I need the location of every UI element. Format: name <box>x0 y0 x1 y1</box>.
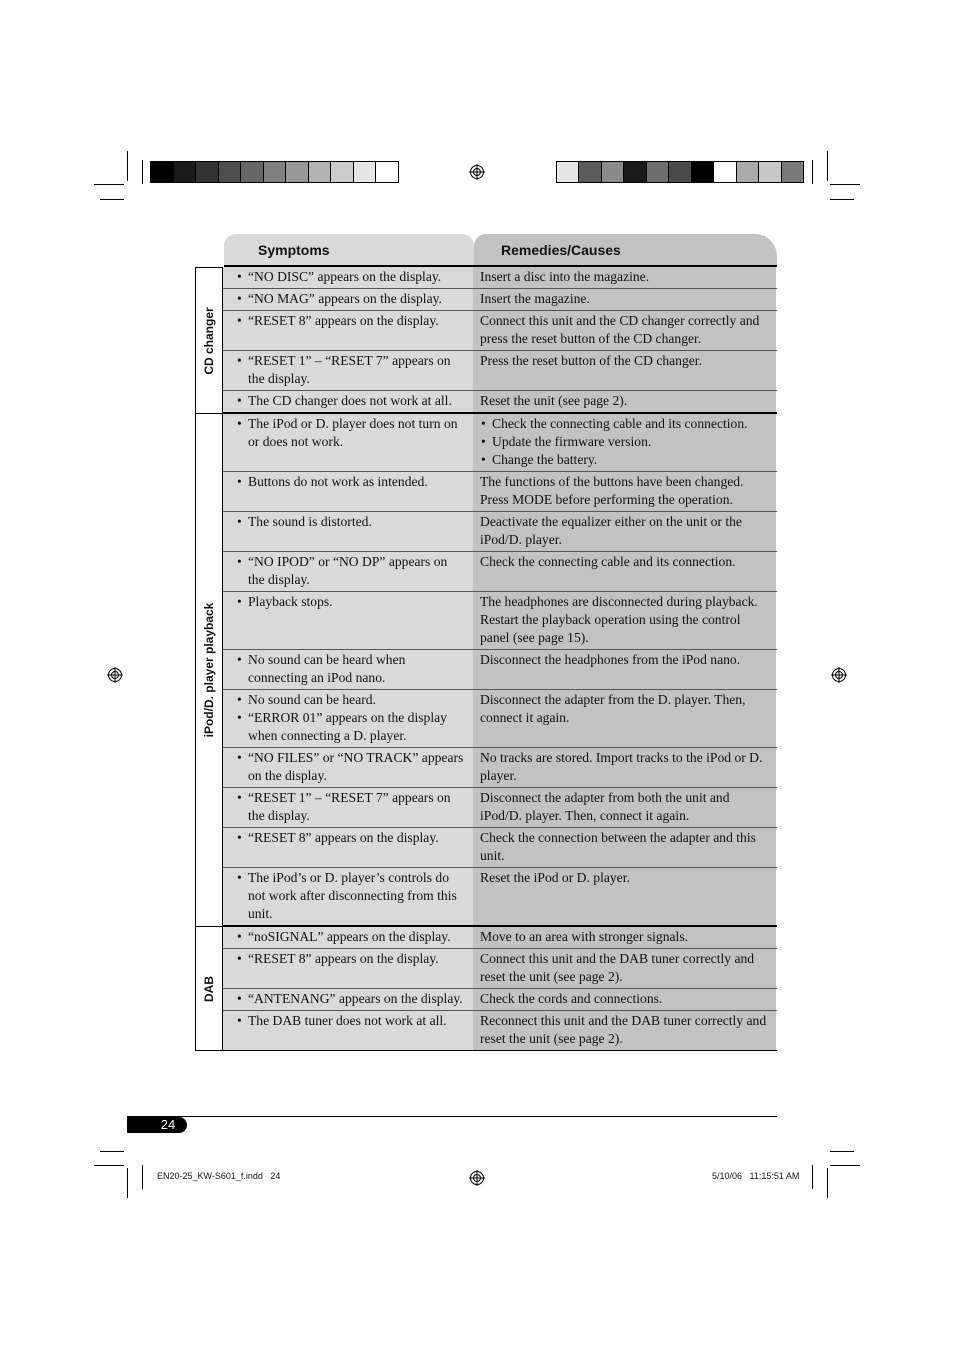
symptom-text: “RESET 1” – “RESET 7” appears on the display. <box>248 790 451 823</box>
color-swatch <box>264 162 287 182</box>
group-rows <box>223 414 777 927</box>
symptom-cell <box>223 592 473 649</box>
color-swatch <box>219 162 242 182</box>
bullet-icon: • <box>481 434 486 449</box>
symptom-item <box>233 990 467 1008</box>
group-label-cell <box>195 927 223 1051</box>
remedy-cell <box>473 552 776 591</box>
remedy-item <box>480 451 772 469</box>
symptom-text: The sound is distorted. <box>248 514 372 529</box>
symptom-cell <box>223 472 473 511</box>
troubleshooting-group <box>195 414 777 927</box>
bullet-icon: • <box>237 750 242 765</box>
symptom-cell <box>223 748 473 787</box>
color-swatch <box>174 162 197 182</box>
remedies-header <box>474 234 777 266</box>
color-swatch <box>782 162 803 182</box>
slug-file-info: EN20-25_KW-S601_f.indd 24 <box>157 1171 281 1181</box>
crop-mark <box>94 184 124 185</box>
remedy-text: Check the connecting cable and its connection. <box>480 554 736 569</box>
symptom-item <box>233 268 467 286</box>
color-swatch <box>759 162 781 182</box>
symptom-item <box>233 789 467 825</box>
bullet-icon: • <box>237 692 242 707</box>
remedy-text: The functions of the buttons have been changed. Press MODE before performing the operation. <box>480 474 744 507</box>
table-row <box>223 788 777 828</box>
table-row <box>223 552 777 592</box>
symptom-item <box>233 1012 467 1030</box>
remedies-header-label: Remedies/Causes <box>501 242 621 258</box>
symptom-cell <box>223 289 473 310</box>
remedy-cell <box>473 414 776 471</box>
remedy-text: Disconnect the headphones from the iPod nano. <box>480 652 741 667</box>
remedy-text: Connect this unit and the DAB tuner correctly and reset the unit (see page 2). <box>480 951 755 984</box>
crop-mark <box>100 1151 124 1152</box>
bullet-icon: • <box>237 830 242 845</box>
symptom-item <box>233 290 467 308</box>
symptom-item <box>233 651 467 687</box>
bullet-icon: • <box>237 870 242 885</box>
remedy-text: Connect this unit and the CD changer correctly and press the reset button of the CD changer. <box>480 313 760 346</box>
color-swatch <box>151 162 174 182</box>
symptom-cell <box>223 927 473 948</box>
symptom-cell <box>223 828 473 867</box>
symptom-item <box>233 950 467 968</box>
color-swatch <box>354 162 377 182</box>
bullet-icon: • <box>237 269 242 284</box>
bullet-icon: • <box>237 594 242 609</box>
symptom-cell <box>223 989 473 1010</box>
remedy-text: Check the cords and connections. <box>480 991 663 1006</box>
remedy-cell <box>473 592 776 649</box>
symptom-item <box>233 312 467 330</box>
crop-mark <box>830 199 854 200</box>
registration-mark-icon <box>469 164 485 180</box>
remedy-text: Reset the iPod or D. player. <box>480 870 630 885</box>
color-swatch <box>557 162 579 182</box>
color-swatch <box>579 162 601 182</box>
crop-mark <box>142 1165 143 1189</box>
troubleshooting-table <box>195 267 777 1051</box>
symptom-text: “NO MAG” appears on the display. <box>248 291 442 306</box>
remedy-cell <box>473 690 776 747</box>
bullet-icon: • <box>237 291 242 306</box>
symptom-text: Buttons do not work as intended. <box>248 474 428 489</box>
symptoms-header-label: Symptoms <box>258 242 330 258</box>
symptom-text: “NO IPOD” or “NO DP” appears on the display. <box>248 554 448 587</box>
bullet-icon: • <box>237 353 242 368</box>
remedy-cell <box>473 391 776 412</box>
symptom-item <box>233 415 467 451</box>
table-row <box>223 351 777 391</box>
bullet-icon: • <box>237 652 242 667</box>
color-swatch <box>737 162 759 182</box>
crop-mark <box>127 151 128 181</box>
symptom-text: The iPod’s or D. player’s controls do not work after disconnecting from this unit. <box>248 870 457 921</box>
color-swatch <box>241 162 264 182</box>
table-row <box>223 267 777 289</box>
bullet-icon: • <box>481 452 486 467</box>
remedy-text: Reset the unit (see page 2). <box>480 393 628 408</box>
remedy-cell <box>473 267 776 288</box>
bullet-icon: • <box>237 790 242 805</box>
color-swatch <box>309 162 332 182</box>
symptom-item <box>233 691 467 709</box>
bullet-icon: • <box>237 951 242 966</box>
remedy-cell <box>473 748 776 787</box>
remedy-text: Press the reset button of the CD changer. <box>480 353 702 368</box>
symptom-cell <box>223 650 473 689</box>
remedy-cell <box>473 311 776 350</box>
troubleshooting-group <box>195 927 777 1051</box>
bullet-icon: • <box>237 929 242 944</box>
symptom-text: No sound can be heard. <box>248 692 376 707</box>
crop-mark <box>827 151 828 181</box>
remedy-text: Reconnect this unit and the DAB tuner correctly and reset the unit (see page 2). <box>480 1013 767 1046</box>
crop-mark <box>827 1168 828 1198</box>
table-row <box>223 748 777 788</box>
symptom-item <box>233 513 467 531</box>
symptom-text: The iPod or D. player does not turn on or does not work. <box>248 416 458 449</box>
remedy-text: Check the connection between the adapter and this unit. <box>480 830 756 863</box>
remedy-cell <box>473 289 776 310</box>
group-rows <box>223 927 777 1051</box>
color-swatch <box>286 162 309 182</box>
table-row <box>223 512 777 552</box>
symptom-cell <box>223 1011 473 1050</box>
remedy-text: Update the firmware version. <box>492 434 652 449</box>
bullet-icon: • <box>237 514 242 529</box>
color-swatch <box>376 162 398 182</box>
remedy-text: Deactivate the equalizer either on the unit or the iPod/D. player. <box>480 514 742 547</box>
bullet-icon: • <box>237 313 242 328</box>
symptom-item <box>233 928 467 946</box>
table-row <box>223 650 777 690</box>
crop-mark <box>812 1165 813 1189</box>
remedy-text: Insert a disc into the magazine. <box>480 269 650 284</box>
bullet-icon: • <box>237 991 242 1006</box>
color-swatch <box>602 162 624 182</box>
remedy-text: Insert the magazine. <box>480 291 590 306</box>
symptom-cell <box>223 351 473 390</box>
remedy-cell <box>473 868 776 925</box>
group-label: iPod/D. player playback <box>202 602 216 738</box>
bullet-icon: • <box>237 710 242 725</box>
symptom-item <box>233 749 467 785</box>
remedy-cell <box>473 1011 776 1050</box>
symptom-cell <box>223 414 473 471</box>
symptom-text: “ANTENANG” appears on the display. <box>248 991 463 1006</box>
symptom-text: “RESET 1” – “RESET 7” appears on the display. <box>248 353 451 386</box>
symptom-cell <box>223 267 473 288</box>
crop-mark <box>830 1151 854 1152</box>
page-number: 24 <box>127 1117 187 1133</box>
symptom-item <box>233 869 467 923</box>
color-calibration-bar-left <box>150 161 399 183</box>
color-swatch <box>331 162 354 182</box>
symptom-cell <box>223 512 473 551</box>
registration-mark-icon <box>107 667 123 683</box>
remedy-cell <box>473 788 776 827</box>
group-rows <box>223 267 777 414</box>
symptom-text: “ERROR 01” appears on the display when connecting a D. player. <box>248 710 447 743</box>
symptom-text: “RESET 8” appears on the display. <box>248 830 439 845</box>
remedy-cell <box>473 650 776 689</box>
remedy-text: Disconnect the adapter from the D. player. Then, connect it again. <box>480 692 746 725</box>
remedy-text: Disconnect the adapter from both the unit and iPod/D. player. Then, connect it again. <box>480 790 730 823</box>
crop-mark <box>142 160 143 184</box>
remedy-cell <box>473 927 776 948</box>
bullet-icon: • <box>237 416 242 431</box>
symptom-cell <box>223 391 473 412</box>
slug-date-info: 5/10/06 11:15:51 AM <box>712 1171 800 1181</box>
table-row <box>223 1011 777 1051</box>
color-swatch <box>714 162 736 182</box>
color-swatch <box>196 162 219 182</box>
remedy-cell <box>473 989 776 1010</box>
remedy-text: No tracks are stored. Import tracks to the iPod or D. player. <box>480 750 763 783</box>
table-row <box>223 592 777 650</box>
bullet-icon: • <box>237 393 242 408</box>
symptom-item <box>233 473 467 491</box>
color-calibration-bar-right <box>556 161 804 183</box>
group-label-cell <box>195 414 223 927</box>
symptom-text: “NO DISC” appears on the display. <box>248 269 442 284</box>
symptom-cell <box>223 311 473 350</box>
crop-mark <box>812 160 813 184</box>
symptom-item <box>233 553 467 589</box>
remedy-cell <box>473 351 776 390</box>
color-swatch <box>692 162 714 182</box>
symptom-item <box>233 829 467 847</box>
troubleshooting-group <box>195 267 777 414</box>
symptom-cell <box>223 788 473 827</box>
remedy-item <box>480 415 772 433</box>
group-label: CD changer <box>202 306 216 375</box>
footer-rule <box>127 1116 777 1117</box>
color-swatch <box>669 162 691 182</box>
table-row <box>223 949 777 989</box>
symptom-item <box>233 352 467 388</box>
registration-mark-icon <box>469 1170 485 1186</box>
symptom-text: “NO FILES” or “NO TRACK” appears on the display. <box>248 750 464 783</box>
remedy-text: Check the connecting cable and its connection. <box>492 416 748 431</box>
crop-mark <box>830 1165 860 1166</box>
remedy-cell <box>473 949 776 988</box>
table-row <box>223 414 777 472</box>
symptoms-header <box>224 234 474 266</box>
symptom-item <box>233 593 467 611</box>
symptom-cell <box>223 949 473 988</box>
bullet-icon: • <box>481 416 486 431</box>
crop-mark <box>127 1168 128 1198</box>
bullet-icon: • <box>237 1013 242 1028</box>
table-row <box>223 391 777 414</box>
symptom-cell <box>223 552 473 591</box>
group-label: DAB <box>202 975 216 1002</box>
color-swatch <box>647 162 669 182</box>
remedy-text: The headphones are disconnected during playback. Restart the playback operation using the control panel (see page 15). <box>480 594 758 645</box>
crop-mark <box>94 1165 124 1166</box>
symptom-item <box>233 709 467 745</box>
table-row <box>223 927 777 949</box>
registration-mark-icon <box>831 667 847 683</box>
symptom-text: No sound can be heard when connecting an iPod nano. <box>248 652 406 685</box>
table-row <box>223 289 777 311</box>
crop-mark <box>100 199 124 200</box>
table-row <box>223 828 777 868</box>
symptom-text: “RESET 8” appears on the display. <box>248 313 439 328</box>
symptom-cell <box>223 868 473 925</box>
remedy-cell <box>473 828 776 867</box>
table-row <box>223 690 777 748</box>
symptom-item <box>233 392 467 410</box>
table-row <box>223 311 777 351</box>
bullet-icon: • <box>237 474 242 489</box>
symptom-cell <box>223 690 473 747</box>
remedy-cell <box>473 472 776 511</box>
table-row <box>223 868 777 927</box>
remedy-text: Change the battery. <box>492 452 598 467</box>
symptom-text: The DAB tuner does not work at all. <box>248 1013 447 1028</box>
remedy-cell <box>473 512 776 551</box>
symptom-text: “RESET 8” appears on the display. <box>248 951 439 966</box>
bullet-icon: • <box>237 554 242 569</box>
group-label-cell <box>195 267 223 414</box>
remedy-text: Move to an area with stronger signals. <box>480 929 689 944</box>
crop-mark <box>830 184 860 185</box>
remedy-item <box>480 433 772 451</box>
symptom-text: Playback stops. <box>248 594 333 609</box>
symptom-text: “noSIGNAL” appears on the display. <box>248 929 451 944</box>
table-row <box>223 472 777 512</box>
symptom-text: The CD changer does not work at all. <box>248 393 452 408</box>
color-swatch <box>624 162 646 182</box>
table-row <box>223 989 777 1011</box>
